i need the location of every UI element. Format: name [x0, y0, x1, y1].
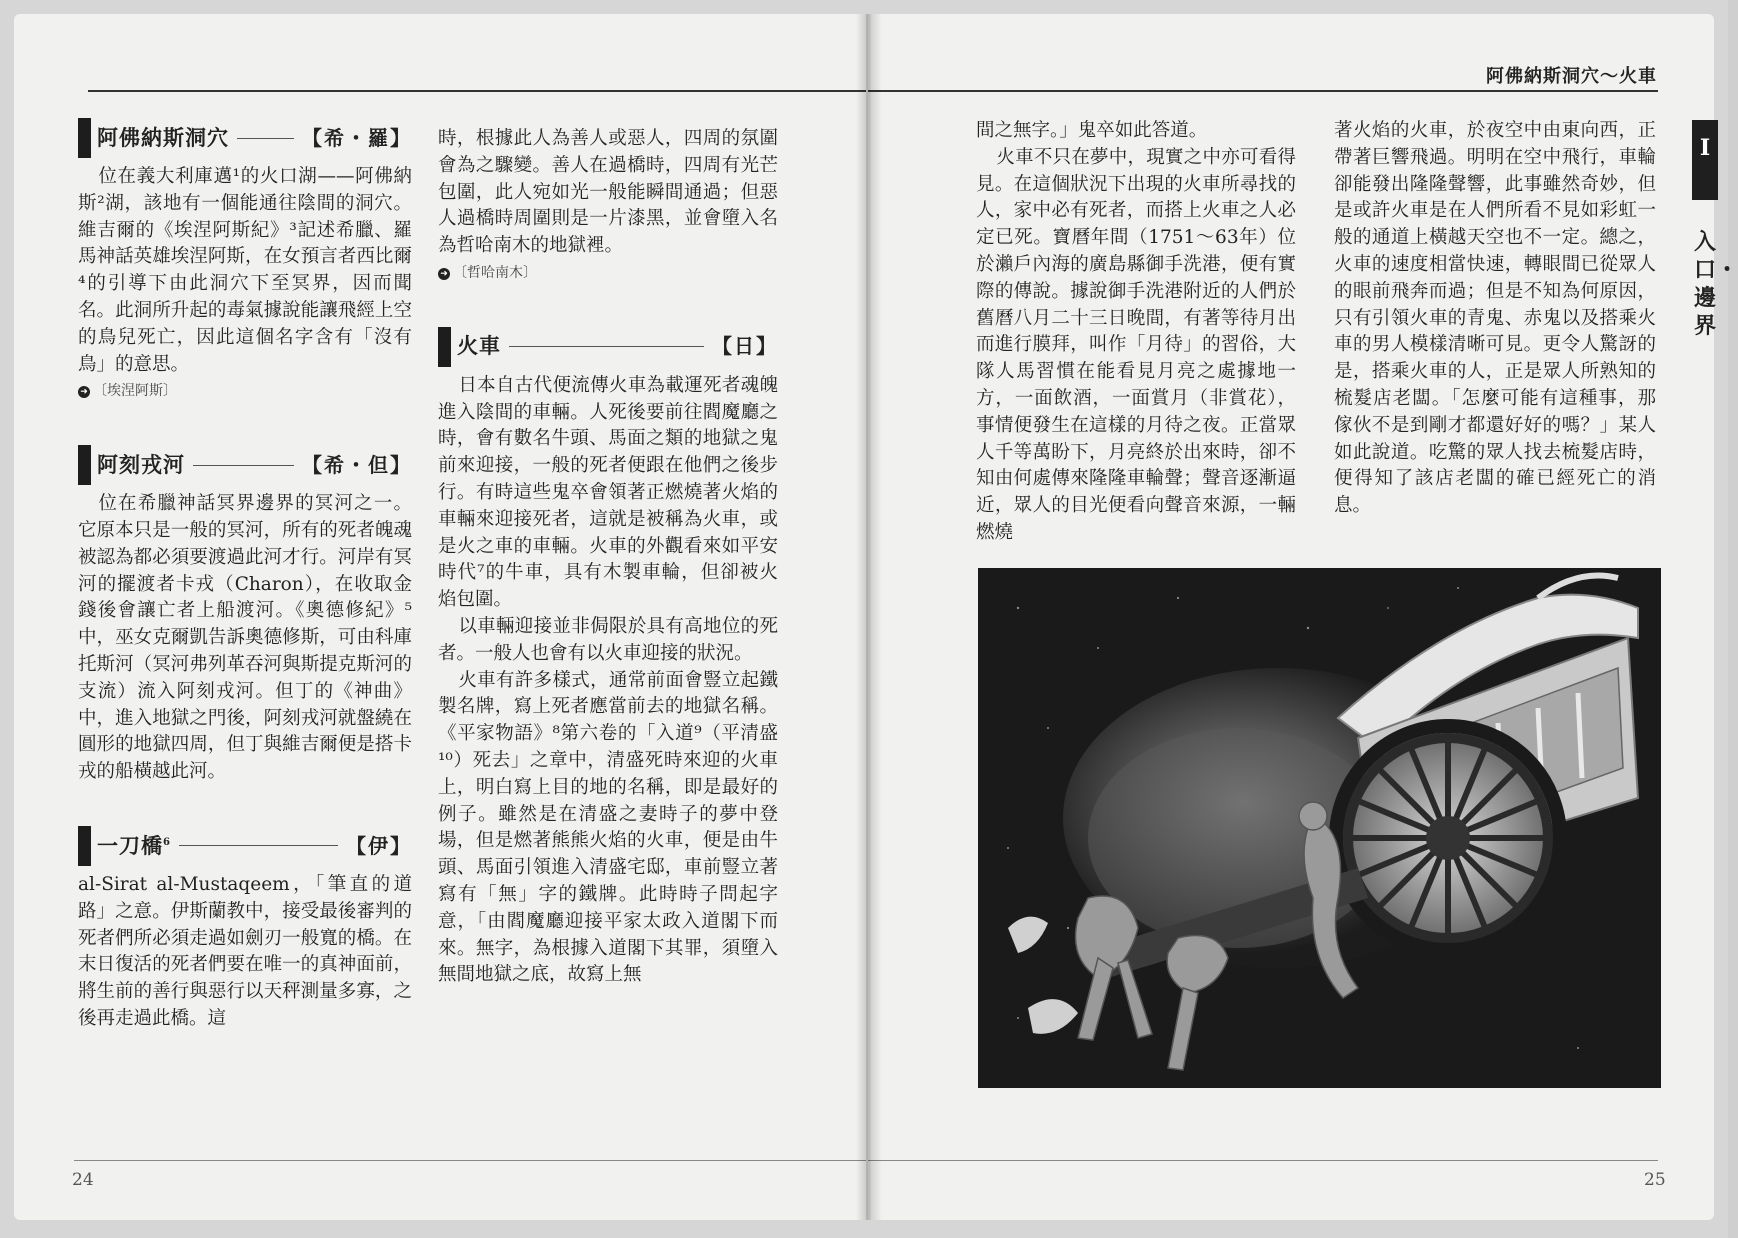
left-page — [14, 14, 866, 1220]
entry-body: al-Sirat al-Mustaqeem，「筆直的道路」之意。伊斯蘭教中，接受最後審判的死者們所必須走過如劍刃一般寬的橋。在末日復活的死者們要在唯一的真神面前，將生前的善行與惡行以天秤測量多寡，之後再走過此橋。這 — [78, 873, 412, 1029]
entry-title: 一刀橋$^6$ — [97, 832, 171, 858]
heading-rule — [179, 845, 338, 846]
heading-rule — [509, 346, 704, 347]
arrow-right-icon: ➜ — [438, 268, 450, 280]
heading-rule — [193, 465, 294, 466]
running-title: 阿佛納斯洞穴～火車 — [1486, 66, 1657, 87]
entry-heading-sirat — [78, 826, 412, 866]
entry-title: 火車 — [457, 333, 501, 359]
entry-tag: 【日】 — [712, 334, 778, 359]
entry-body: 以車輛迎接並非侷限於具有高地位的死者。一般人也會有以火車迎接的狀況。 — [438, 615, 778, 664]
cross-reference[interactable]: ➜ 〔哲哈南木〕 — [438, 260, 778, 287]
header-rule — [868, 90, 1658, 92]
book-gutter — [856, 14, 882, 1220]
kasha-illustration — [978, 568, 1661, 1088]
entry-tag: 【希・羅】 — [302, 125, 412, 150]
right-column-2 — [1334, 118, 1656, 520]
entry-body: 火車不只在夢中，現實之中亦可看得見。在這個狀況下出現的火車所尋找的人，家中必有死者，而搭上火車之人必定已死。寶曆年間（1751～63年）位於瀨戶內海的廣島縣御手洗港，便有實際的傳說。據說御手洗港附近的人們於舊曆八月二十三日晚間，有著等待月出而進行膜拜，叫作「月待」的習俗，大隊人馬習慣在能看見月亮之處據地一方，一面飲酒，一面賞月（非賞花），事情便發生在這樣的月待之夜。正當眾人千等萬盼下，月亮終於出來時，卻不知由何處傳來隆隆車輪聲；聲音逐漸逼近，眾人的目光便看向聲音來源，一輛燃燒 — [976, 146, 1296, 543]
header-rule — [88, 90, 866, 92]
entry-body-continued: 間之無字。」鬼卒如此答道。 — [976, 120, 1208, 141]
entry-body: 日本自古代便流傳火車為載運死者魂魄進入陰間的車輛。人死後要前往閻魔廳之時，會有數名牛頭、馬面之類的地獄之鬼前來迎接，一般的死者便跟在他們之後步行。有時這些鬼卒會領著正燃燒著火焰的車輛來迎接死者，這就是被稱為火車，或是火之車的車輛。火車的外觀看來如平安時代⁷的牛車，具有木製車輪，但卻被火焰包圍。 — [438, 374, 778, 611]
entry-body: 火車有許多樣式，通常前面會豎立起鐵製名牌，寫上死者應當前去的地獄名稱。《平家物語》⁸第六卷的「入道⁹（平清盛¹⁰）死去」之章中，清盛死時來迎的火車上，明白寫上目的地的名稱，即是最好的例子。雖然是在清盛之妻時子的夢中登場，但是燃著熊熊火焰的火車，便是由牛頭、馬面引領進入清盛宅邸，車前豎立著寫有「無」字的鐵牌。此時時子問起字意，「由閻魔廳迎接平家太政入道閣下而來。無字，為根據入道閣下其罪，須墮入無間地獄之底，故寫上無 — [438, 669, 778, 986]
chapter-label: 入口・邊界 — [1694, 229, 1738, 339]
heading-bar — [78, 118, 91, 158]
entry-tag: 【伊】 — [346, 833, 412, 858]
footer-rule — [74, 1160, 866, 1161]
left-column-1 — [78, 118, 412, 1033]
entry-tag: 【希・但】 — [302, 452, 412, 477]
entry-body-continued: 時，根據此人為善人或惡人，四周的氛圍會為之驟變。善人在過橋時，四周有光芒包圍，此人宛如光一般能瞬間通過；但惡人過橋時周圍則是一片漆黑，並會墮入名為哲哈南木的地獄裡。 — [438, 128, 778, 257]
heading-rule — [237, 138, 294, 139]
entry-title: 阿佛納斯洞穴 — [97, 124, 229, 150]
entry-title: 阿刻戎河 — [97, 451, 185, 477]
heading-bar — [438, 327, 451, 367]
right-column-1 — [976, 118, 1296, 547]
entry-body: 位在希臘神話冥界邊界的冥河之一。它原本只是一般的冥河，所有的死者魄魂被認為都必須要渡過此河才行。河岸有冥河的擺渡者卡戎（Charon），在收取金錢後會讓亡者上船渡河。《奧德修紀》⁵中，巫女克爾凱告訴奧德修斯，可由科庫托斯河（冥河弗列革吞河與斯提克斯河的支流）流入阿刻戎河。但丁的《神曲》中，進入地獄之門後，阿刻戎河就盤繞在圓形的地獄四周，但丁與維吉爾便是搭卡戎的船橫越此河。 — [78, 493, 412, 783]
footer-rule — [868, 1160, 1658, 1161]
heading-bar — [78, 826, 91, 866]
arrow-right-icon: ➜ — [78, 386, 90, 398]
cross-reference[interactable]: ➜ 〔埃涅阿斯〕 — [78, 378, 412, 405]
heading-bar — [78, 445, 91, 485]
page-number: 24 — [72, 1170, 94, 1190]
page-number: 25 — [1644, 1170, 1666, 1190]
left-column-2 — [438, 126, 778, 989]
illustration-drawing — [978, 568, 1661, 1088]
chapter-tab — [1692, 120, 1738, 370]
chapter-number: I — [1692, 120, 1718, 200]
entry-body-continued: 著火焰的火車，於夜空中由東向西，正帶著巨響飛過。明明在空中飛行，車輪卻能發出隆隆聲響，此事雖然奇妙，但是或許火車是在人們所看不見如彩虹一般的通道上橫越天空也不一定。總之，火車的速度相當快速，轉眼間已從眾人的眼前飛奔而過；但是不知為何原因，只有引領火車的青鬼、赤鬼以及搭乘火車的男人模樣清晰可見。更令人驚訝的是，搭乘火車的人，正是眾人所熟知的梳髮店老闆。「怎麼可能有這種事，那傢伙不是到剛才都還好好的嗎？」某人如此說道。吃驚的眾人找去梳髮店時，便得知了該店老闆的確已經死亡的消息。 — [1334, 120, 1656, 517]
entry-heading-avernus — [78, 118, 412, 158]
entry-heading-kasha — [438, 327, 778, 367]
entry-heading-acheron — [78, 445, 412, 485]
entry-body: 位在義大利庫邁¹的火口湖——阿佛納斯²湖，該地有一個能通往陰間的洞穴。維吉爾的《埃涅阿斯紀》³記述希臘、羅馬神話英雄埃涅阿斯，在女預言者西比爾⁴的引導下由此洞穴下至冥界，因而聞名。此洞所升起的毒氣據說能讓飛經上空的鳥兒死亡，因此這個名字含有「沒有鳥」的意思。 — [78, 166, 412, 375]
